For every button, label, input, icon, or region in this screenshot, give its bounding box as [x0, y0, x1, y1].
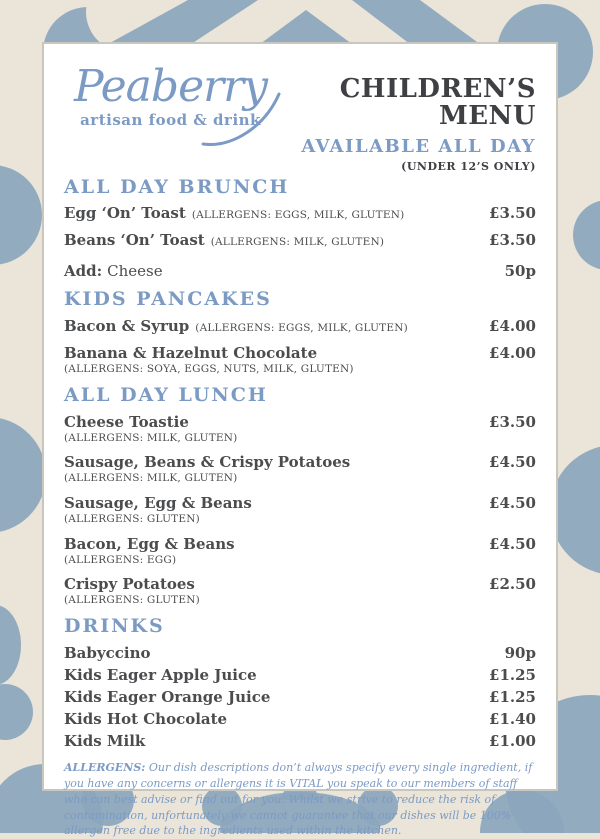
menu-item-line: [64, 644, 536, 662]
section-heading: ALL DAY BRUNCH: [64, 175, 290, 198]
menu-item: [64, 494, 536, 526]
menu-card: [42, 42, 558, 838]
item-name: Bacon & Syrup: [64, 317, 190, 336]
item-name: Kids Eager Orange Juice: [64, 687, 271, 706]
item-price: £3.50: [489, 204, 536, 223]
menu-item-line: [64, 688, 536, 706]
item-name: Banana & Hazelnut Chocolate: [64, 344, 318, 363]
item-allergens: (ALLERGENS: EGGS, MILK, GLUTEN): [191, 209, 405, 222]
menu-item: [64, 575, 536, 607]
item-name: Kids Milk: [64, 731, 146, 750]
menu-item-line: [64, 535, 536, 553]
menu-item-line: [64, 204, 536, 222]
item-price: £1.00: [489, 731, 536, 750]
item-allergens: (ALLERGENS: EGG): [64, 553, 177, 566]
item-price: £1.25: [489, 665, 536, 684]
menu-item-line: [64, 575, 536, 593]
item-price: £1.40: [489, 709, 536, 728]
menu-item: [64, 344, 536, 376]
item-price: £4.50: [489, 453, 536, 472]
item-name: Sausage, Beans & Crispy Potatoes: [64, 453, 351, 472]
menu-item: [64, 732, 536, 750]
item-name: Babyccino: [64, 643, 151, 662]
item-price: 90p: [504, 643, 536, 662]
menu-item-line: [64, 453, 536, 471]
menu-title: CHILDREN’S MENU: [339, 74, 536, 132]
menu-item-line: [64, 710, 536, 728]
menu-item: [64, 666, 536, 684]
menu-item: [64, 710, 536, 728]
item-price: £4.00: [489, 317, 536, 336]
item-price: £4.50: [489, 494, 536, 513]
menu-item-line: [64, 413, 536, 431]
item-allergens: (ALLERGENS: MILK, GLUTEN): [210, 236, 385, 249]
item-price: £4.50: [489, 534, 536, 553]
menu-subtitle: AVAILABLE ALL DAY: [301, 135, 536, 157]
item-name: Beans ‘On’ Toast: [64, 231, 205, 250]
menu-sections: [64, 177, 536, 750]
menu-age-note: (UNDER 12’S ONLY): [401, 159, 536, 173]
menu-item: [64, 535, 536, 567]
item-allergens: (ALLERGENS: SOYA, EGGS, NUTS, MILK, GLUTEN): [64, 363, 354, 376]
brand-logo: [64, 58, 267, 173]
menu-item-line: [64, 317, 536, 335]
section-heading: ALL DAY LUNCH: [64, 383, 268, 406]
menu-item-line: [64, 262, 536, 280]
allergen-disclaimer-label: ALLERGENS:: [64, 760, 146, 774]
item-price: £4.00: [489, 344, 536, 363]
item-name: Bacon, Egg & Beans: [64, 534, 235, 553]
item-allergens: (ALLERGENS: GLUTEN): [64, 594, 200, 607]
item-name: Cheese Toastie: [64, 412, 189, 431]
item-name: Kids Eager Apple Juice: [64, 665, 257, 684]
item-price: £3.50: [489, 231, 536, 250]
item-name: Sausage, Egg & Beans: [64, 494, 252, 513]
menu-item-line: [64, 732, 536, 750]
item-price: £3.50: [489, 412, 536, 431]
menu-item-line: [64, 231, 536, 249]
menu-section: [64, 385, 536, 607]
menu-section: [64, 616, 536, 750]
allergen-disclaimer-text: Our dish descriptions don’t always specify every single ingredient, if you have any concerns or allergens it is VITAL you speak to our members of staff who can best advise or find out for you. Whilst we strive to reduce the risk of contamination, unfortunately we cannot guarantee that our dishes will be 100% allergen free due to the ingredients used within the kitchen.: [64, 760, 533, 838]
item-allergens: (ALLERGENS: GLUTEN): [64, 513, 200, 526]
menu-item: [64, 688, 536, 706]
item-name: Egg ‘On’ Toast: [64, 204, 186, 223]
item-name-detail: Cheese: [107, 262, 163, 281]
menu-section: [64, 177, 536, 281]
menu-section: [64, 289, 536, 375]
menu-item: [64, 644, 536, 662]
menu-title-block: [267, 58, 536, 173]
section-heading: DRINKS: [64, 614, 165, 637]
item-allergens: (ALLERGENS: EGGS, MILK, GLUTEN): [195, 322, 408, 335]
menu-item-line: [64, 344, 536, 362]
menu-item: [64, 317, 536, 335]
item-allergens: (ALLERGENS: MILK, GLUTEN): [64, 431, 238, 444]
menu-item: [64, 262, 536, 280]
item-name: Add:: [64, 262, 103, 281]
item-name: Kids Hot Chocolate: [64, 709, 228, 728]
menu-item: [64, 204, 536, 222]
menu-item: [64, 453, 536, 485]
brand-tagline: artisan food & drink: [80, 111, 261, 130]
menu-header: [64, 58, 536, 173]
menu-item: [64, 231, 536, 249]
menu-item-line: [64, 494, 536, 512]
brand-name: Peaberry: [74, 61, 268, 112]
item-name: Crispy Potatoes: [64, 575, 195, 594]
item-price: 50p: [504, 262, 536, 281]
item-allergens: (ALLERGENS: MILK, GLUTEN): [64, 472, 238, 485]
item-price: £1.25: [489, 687, 536, 706]
item-price: £2.50: [489, 575, 536, 594]
allergen-disclaimer: [64, 760, 536, 839]
menu-item: [64, 413, 536, 445]
menu-item-line: [64, 666, 536, 684]
section-heading: KIDS PANCAKES: [64, 288, 272, 311]
